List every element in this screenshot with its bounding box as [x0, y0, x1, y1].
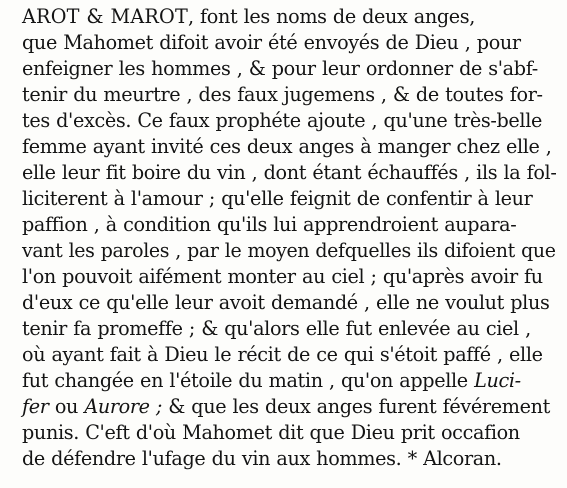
- entry-line-12: [22, 290, 549, 316]
- entry-line-1: [22, 4, 475, 30]
- entry-line-7-text: elle leur fit boire du vin , dont étant échauffés , ils la fol-: [22, 161, 557, 184]
- entry-line-14-text: où ayant fait à Dieu le récit de ce qui s'étoit paffé , elle: [22, 343, 543, 366]
- entry-line-17-text: punis. C'eft d'où Mahomet dit que Dieu prit occafion: [22, 421, 520, 444]
- entry-line-12-text: d'eux ce qu'elle leur avoit demandé , elle ne voulut plus: [22, 291, 550, 314]
- entry-line-16-text: & que les deux anges furent févérement: [168, 395, 550, 418]
- entry-line-17: [22, 420, 520, 446]
- entry-line-5-text: tes d'excès. Ce faux prophéte ajoute , qu'une très-belle: [22, 109, 542, 132]
- entry-line-15-italic-term: Luci-: [474, 369, 521, 392]
- entry-line-11: [22, 264, 543, 290]
- entry-line-15: [22, 368, 521, 394]
- entry-line-8-text: liciterent à l'amour ; qu'elle feignit de confentir à leur: [22, 187, 533, 210]
- entry-line-1-text: , font les noms de deux anges,: [188, 5, 476, 28]
- entry-line-13-text: tenir fa promeffe ; & qu'alors elle fut enlevée au ciel ,: [22, 317, 531, 340]
- entry-line-14: [22, 342, 543, 368]
- entry-line-3: [22, 56, 538, 82]
- entry-line-10: [22, 238, 556, 264]
- entry-line-18-text: de défendre l'ufage du vin aux hommes. * Alcoran.: [22, 447, 502, 470]
- entry-line-7: [22, 160, 556, 186]
- entry-line-11-text: l'on pouvoit aifément monter au ciel ; qu'après avoir fu: [22, 265, 543, 288]
- entry-line-9-text: paffion , à condition qu'ils lui apprendroient aupara-: [22, 213, 517, 236]
- entry-line-16-italic-term: Aurore ;: [84, 395, 163, 418]
- entry-line-8: [22, 186, 533, 212]
- entry-line-2-text: que Mahomet difoit avoir été envoyés de Dieu , pour: [22, 31, 521, 54]
- entry-line-3-text: enfeigner les hommes , & pour leur ordonner de s'abf-: [22, 57, 538, 80]
- entry-line-16: [22, 394, 550, 420]
- entry-line-15-text: fut changée en l'étoile du matin , qu'on appelle: [22, 369, 468, 392]
- entry-line-4-text: tenir du meurtre , des faux jugemens , & de toutes for-: [22, 83, 543, 106]
- entry-line-16-italic-term-start: fer: [22, 395, 49, 418]
- entry-line-4: [22, 82, 543, 108]
- entry-line-5: [22, 108, 542, 134]
- entry-line-6: [22, 134, 552, 160]
- entry-line-2: [22, 30, 521, 56]
- entry-line-18: [22, 446, 502, 472]
- entry-line-9: [22, 212, 516, 238]
- entry-line-6-text: femme ayant invité ces deux anges à manger chez elle ,: [22, 135, 552, 158]
- entry-line-13: [22, 316, 531, 342]
- entry-line-10-text: vant les paroles , par le moyen defquelles ils difoient que: [22, 239, 556, 262]
- entry-headword: AROT & MAROT: [22, 5, 188, 28]
- entry-line-16-conjunction: ou: [54, 395, 79, 418]
